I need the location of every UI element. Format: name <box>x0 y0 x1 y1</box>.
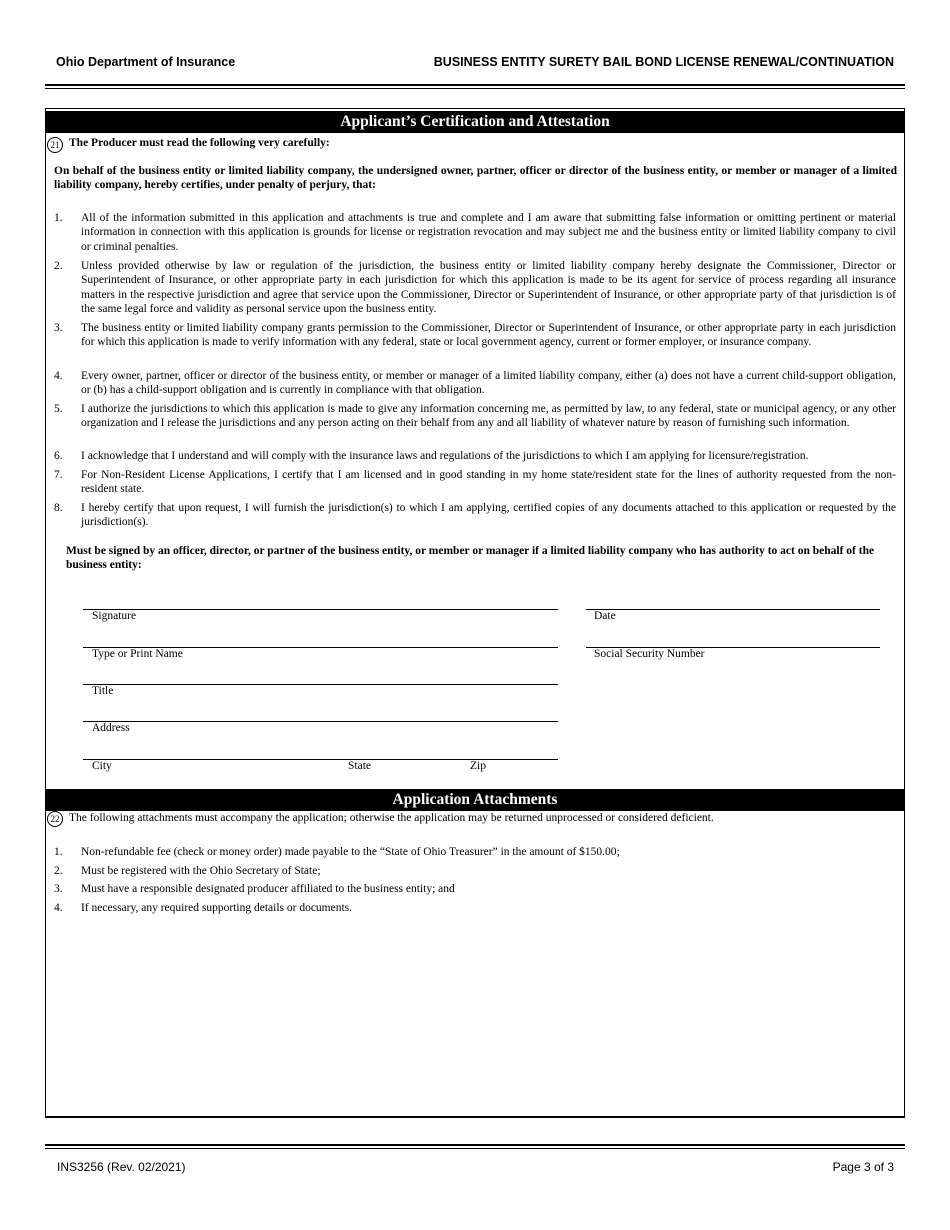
attachment-item-1: Non-refundable fee (check or money order) made payable to the “State of Ohio Treasurer” in the amount of $150.00; <box>81 846 620 858</box>
attachments-intro: The following attachments must accompany the application; otherwise the application may be returned unprocessed or considered deficient. <box>69 812 714 824</box>
item-number: 5. <box>54 403 63 415</box>
item-number: 1. <box>54 212 63 224</box>
city-state-zip-line[interactable] <box>83 759 558 760</box>
item-number: 1. <box>54 846 63 858</box>
agency-name: Ohio Department of Insurance <box>56 55 236 69</box>
item-number: 7. <box>54 469 63 481</box>
state-label: State <box>348 760 371 772</box>
item-number: 4. <box>54 370 63 382</box>
title-line[interactable] <box>83 684 558 685</box>
section-number-21: 21 <box>47 137 63 153</box>
item-number: 3. <box>54 883 63 895</box>
section-number-22: 22 <box>47 811 63 827</box>
header-divider <box>45 84 905 86</box>
attachment-item-3: Must have a responsible designated producer affiliated to the business entity; and <box>81 883 455 895</box>
footer-divider-thin <box>45 1148 905 1149</box>
page-number: Page 3 of 3 <box>832 1160 894 1174</box>
certification-item-2: Unless provided otherwise by law or regulation of the jurisdiction, the business entity or limited liability company hereby designate the Commissioner, Director or Superintendent of Insurance, or other appropriate party in each jurisdiction for which this application is made to be its agent for service of process regarding all insurance matters in the respective jurisdiction and agree that service upon the Commissioner, Director or Superintendent of Insurance, or other appropriate party of that jurisdiction is of the same legal force and validity as personal service upon the business entity. <box>81 260 896 316</box>
certification-item-7: For Non-Resident License Applications, I certify that I am licensed and in good standing in my home state/resident state for the lines of authority requested from the non-resident state. <box>81 469 896 496</box>
item-number: 2. <box>54 260 63 272</box>
certification-item-8: I hereby certify that upon request, I will furnish the jurisdiction(s) to which I am applying, certified copies of any documents attached to this application or requested by the jurisdiction(s). <box>81 502 896 529</box>
certification-section-title: Applicant’s Certification and Attestation <box>45 111 905 133</box>
signature-line[interactable] <box>83 609 558 610</box>
certification-item-1: All of the information submitted in this application and attachments is true and complete and I am aware that submitting false information or omitting pertinent or material information in connection with this application is grounds for license or registration revocation and may subject me and the business entity or limited liability company to civil or criminal penalties. <box>81 212 896 253</box>
footer-divider <box>45 1144 905 1146</box>
ssn-label: Social Security Number <box>594 648 705 660</box>
city-label: City <box>92 760 112 772</box>
certification-intro: The Producer must read the following very carefully: <box>69 137 330 149</box>
item-number: 4. <box>54 902 63 914</box>
date-line[interactable] <box>586 609 880 610</box>
certification-item-5: I authorize the jurisdictions to which this application is made to give any information concerning me, as permitted by law, to any federal, state or municipal agency, or any other organization and I release the jurisdictions and any person acting on their behalf from any and all liability of whatever nature by reason of furnishing such information. <box>81 403 896 430</box>
item-number: 3. <box>54 322 63 334</box>
item-number: 6. <box>54 450 63 462</box>
attachment-item-4: If necessary, any required supporting details or documents. <box>81 902 353 914</box>
certification-statement: On behalf of the business entity or limited liability company, the undersigned owner, partner, officer or director of the business entity, or member or manager of a limited liability company, hereby certifies, under penalty of perjury, that: <box>54 165 897 192</box>
address-line[interactable] <box>83 721 558 722</box>
address-label: Address <box>92 722 130 734</box>
certification-item-4: Every owner, partner, officer or director of the business entity, or member or manager of a limited liability company, either (a) does not have a current child-support obligation, or (b) has a child-support obligation and is currently in compliance with that obligation. <box>81 370 896 397</box>
title-label: Title <box>92 685 114 697</box>
form-id: INS3256 (Rev. 02/2021) <box>57 1160 186 1174</box>
signature-note: Must be signed by an officer, director, or partner of the business entity, or member or manager if a limited liability company who has authority to act on behalf of the business entity: <box>66 545 875 572</box>
form-title: BUSINESS ENTITY SURETY BAIL BOND LICENSE RENEWAL/CONTINUATION <box>433 55 894 69</box>
date-label: Date <box>594 610 616 622</box>
zip-label: Zip <box>470 760 486 772</box>
certification-item-3: The business entity or limited liability company grants permission to the Commissioner, Director or Superintendent of Insurance, or other appropriate party in each jurisdiction for which this application is made to verify information with any federal, state or local government agency, current or former employer, or insurance company. <box>81 322 896 349</box>
signature-label: Signature <box>92 610 137 622</box>
item-number: 8. <box>54 502 63 514</box>
name-label: Type or Print Name <box>92 648 183 660</box>
item-number: 2. <box>54 865 63 877</box>
header-divider-thin <box>45 88 905 89</box>
attachments-section-title: Application Attachments <box>45 789 905 811</box>
attachment-item-2: Must be registered with the Ohio Secretary of State; <box>81 865 321 877</box>
certification-item-6: I acknowledge that I understand and will comply with the insurance laws and regulations of the jurisdictions to which I am applying for licensure/registration. <box>81 450 809 462</box>
